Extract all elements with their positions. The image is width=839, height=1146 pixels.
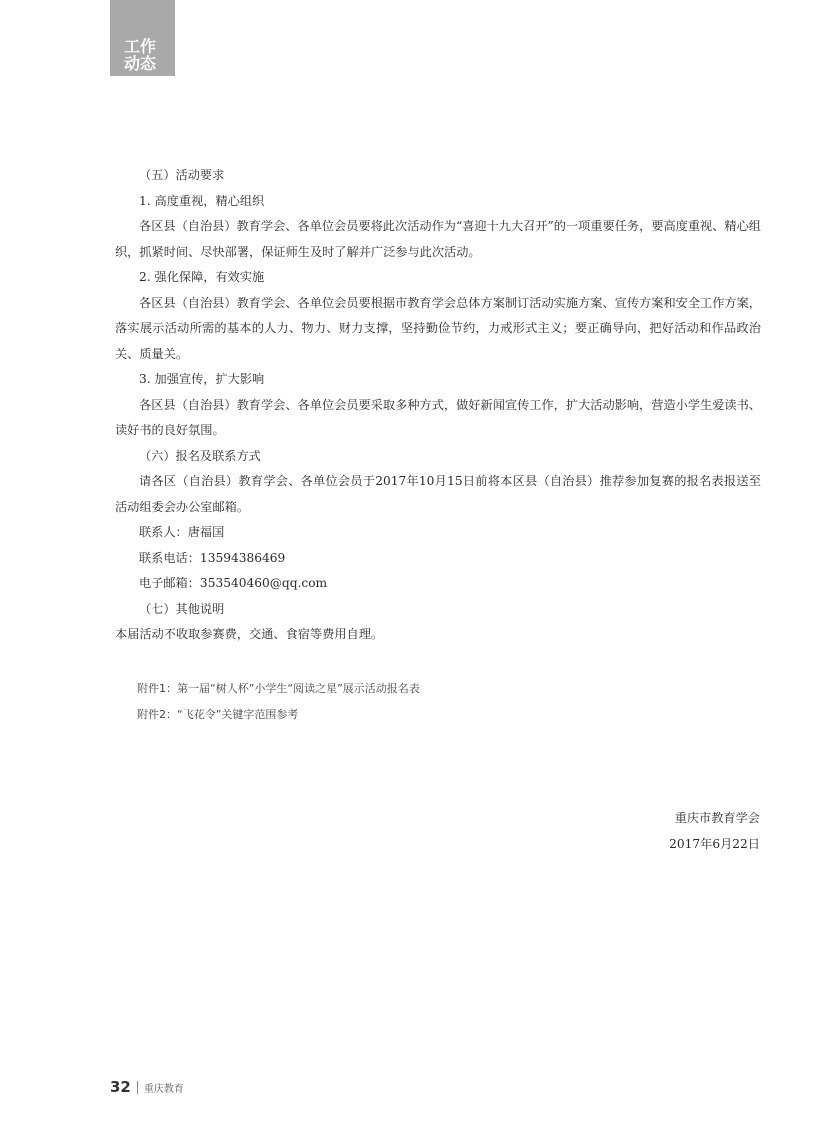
attachment-item: 附件1：第一届“树人杯”小学生“阅读之星”展示活动报名表 [137, 682, 420, 695]
section-tab [110, 0, 175, 76]
journal-name: 重庆教育 [143, 1083, 184, 1095]
heading-other-notes: （七）其他说明 [139, 601, 225, 616]
other-notes-text: 本届活动不收取参赛费，交通、食宿等费用自理。 [115, 627, 384, 641]
subheading-publicity: 3. 加强宣传，扩大影响 [139, 372, 265, 386]
section-tab-line-2: 动态 [124, 54, 157, 73]
article-body [115, 163, 761, 648]
attachment-item: 附件2：“飞花令”关键字范围参考 [137, 708, 299, 721]
contact-phone: 联系电话：13594386469 [139, 550, 286, 565]
subheading-guarantee: 2. 强化保障，有效实施 [139, 270, 265, 284]
signature-org: 重庆市教育学会 [674, 811, 760, 825]
signature-date: 2017年6月22日 [669, 837, 760, 851]
signature-block [669, 805, 760, 857]
attachments-list [137, 676, 737, 728]
heading-activity-requirements: （五）活动要求 [139, 168, 225, 182]
paragraph: 各区县（自治县）教育学会、各单位会员要将此次活动作为“喜迎十九大召开”的一项重要任务，要高度重视、精心组织，抓紧时间、尽快部署，保证师生及时了解并广泛参与此次活动。 [115, 219, 761, 259]
page-footer [110, 1077, 184, 1097]
paragraph: 各区县（自治县）教育学会、各单位会员要采取多种方式，做好新闻宣传工作，扩大活动影响，营造小学生爱读书、读好书的良好氛围。 [115, 397, 761, 437]
section-tab-line-1: 工作 [124, 37, 157, 56]
heading-registration: （六）报名及联系方式 [139, 448, 261, 463]
footer-divider [137, 1081, 138, 1094]
subheading-attention: 1. 高度重视，精心组织 [139, 193, 265, 208]
paragraph: 请各区（自治县）教育学会、各单位会员于2017年10月15日前将本区县（自治县）推荐参加复赛的报名表报送至活动组委会办公室邮箱。 [115, 474, 761, 514]
contact-email: 电子邮箱：353540460@qq.com [139, 576, 328, 590]
paragraph: 各区县（自治县）教育学会、各单位会员要根据市教育学会总体方案制订活动实施方案、宣传方案和安全工作方案，落实展示活动所需的基本的人力、物力、财力支撑，坚持勤俭节约，力戒形式主义；要正确导向，把好活动和作品政治关、质量关。 [115, 295, 761, 361]
contact-person: 联系人：唐福国 [139, 525, 225, 539]
page-number: 32 [110, 1078, 131, 1096]
